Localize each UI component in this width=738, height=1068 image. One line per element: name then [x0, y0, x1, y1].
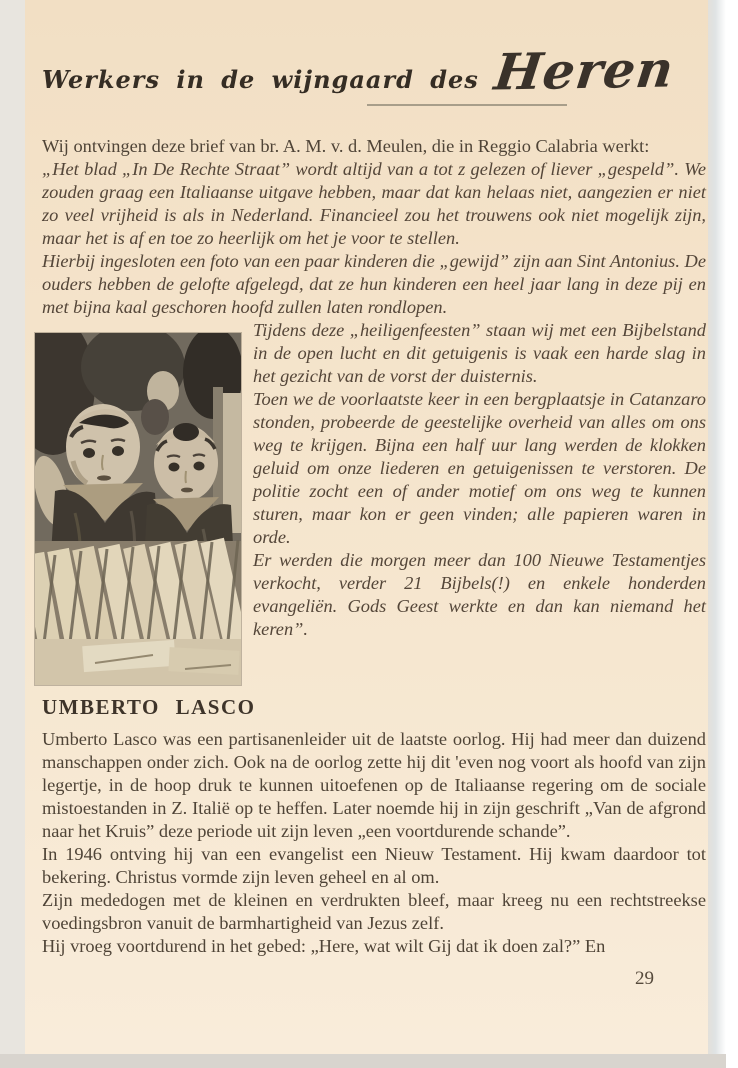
section-paragraph-3: Zijn mededogen met de kleinen en verdrukten bleef, maar kreeg nu een rechtstreekse voedingsbron vanuit de barmhartigheid van Jezus zelf. [42, 890, 706, 933]
letter-paragraph-1: „Het blad „In De Rechte Straat” wordt altijd van a tot z gelezen of liever „gespeld”. We zouden graag een Italiaanse uitgave hebben, maar dat kan helaas niet, aangezien er niet zo veel vrijheid is als in Nederland. Financieel zou het trouwens ook niet mogelijk zijn, maar het is af en toe zo heerlijk om het je voor te stellen. [42, 159, 706, 248]
section-paragraph-2: In 1946 ontving hij van een evangelist een Nieuw Testament. Hij kwam daardoor tot bekering. Christus vormde zijn leven geheel en al om. [42, 844, 706, 887]
letter-paragraph-2: Hierbij ingesloten een foto van een paar kinderen die „gewijd” zijn aan Sint Antonius. De ouders hebben de gelofte afgelegd, dat ze hun kinderen een heel jaar lang in deze pij en met bijna kaal geschoren hoofd zullen laten rondlopen. [42, 251, 706, 317]
intro-paragraph: Wij ontvingen deze brief van br. A. M. v. d. Meulen, die in Reggio Calabria werkt: [42, 136, 650, 156]
page-number: 29 [635, 968, 654, 989]
scan-edge-bottom [0, 1054, 726, 1068]
children-photo-image [35, 333, 241, 685]
letter-paragraph-3: Tijdens deze „heiligenfeesten” staan wij met een Bijbelstand in de open lucht en dit getuigenis is vaak een harde slag in het gezicht van de vorst der duisternis. [253, 320, 706, 386]
scan-edge-left [0, 0, 25, 1056]
section-paragraph-1: Umberto Lasco was een partisanenleider uit de laatste oorlog. Hij had meer dan duizend manschappen onder zich. Ook na de oorlog zette hij dit 'even nog voort als hoofd van zijn legertje, in de hoop druk te kunnen uitoefenen op de Italiaanse regering om de sociale mistoestanden in Z. Italië op te heffen. Later noemde hij in zijn geschrift „Van de afgrond naar het Kruis” deze periode uit zijn leven „een voortdurende schande”. [42, 729, 706, 841]
section-heading: UMBERTO LASCO [42, 695, 256, 719]
magazine-page [25, 0, 708, 1054]
title-script-word: Heren [491, 39, 678, 102]
title-underline [367, 104, 567, 106]
children-photo [35, 333, 241, 685]
scan-edge-right [708, 0, 726, 1054]
photo-text-wrap [42, 319, 706, 687]
letter-paragraph-5: Er werden die morgen meer dan 100 Nieuwe Testamentjes verkocht, verder 21 Bijbels(!) en enkele honderden evangeliën. Gods Geest werkte en dan kan niemand het keren”. [253, 550, 706, 639]
letter-paragraph-4: Toen we de voorlaatste keer in een bergplaatsje in Catanzaro stonden, probeerde de geestelijke overheid van alles om ons weg te krijgen. Bijna een half uur lang werden de klokken geluid om onze liederen en getuigenissen te verstoren. De politie zocht een of ander motief om ons weg te kunnen sturen, maar kon er geen vinden; alle papieren waren in orde. [253, 389, 706, 547]
section-paragraph-4: Hij vroeg voortdurend in het gebed: „Here, wat wilt Gij dat ik doen zal?” En [42, 936, 606, 956]
article-title [42, 39, 706, 109]
title-prefix-text: Werkers in de wijngaard des [42, 65, 479, 94]
